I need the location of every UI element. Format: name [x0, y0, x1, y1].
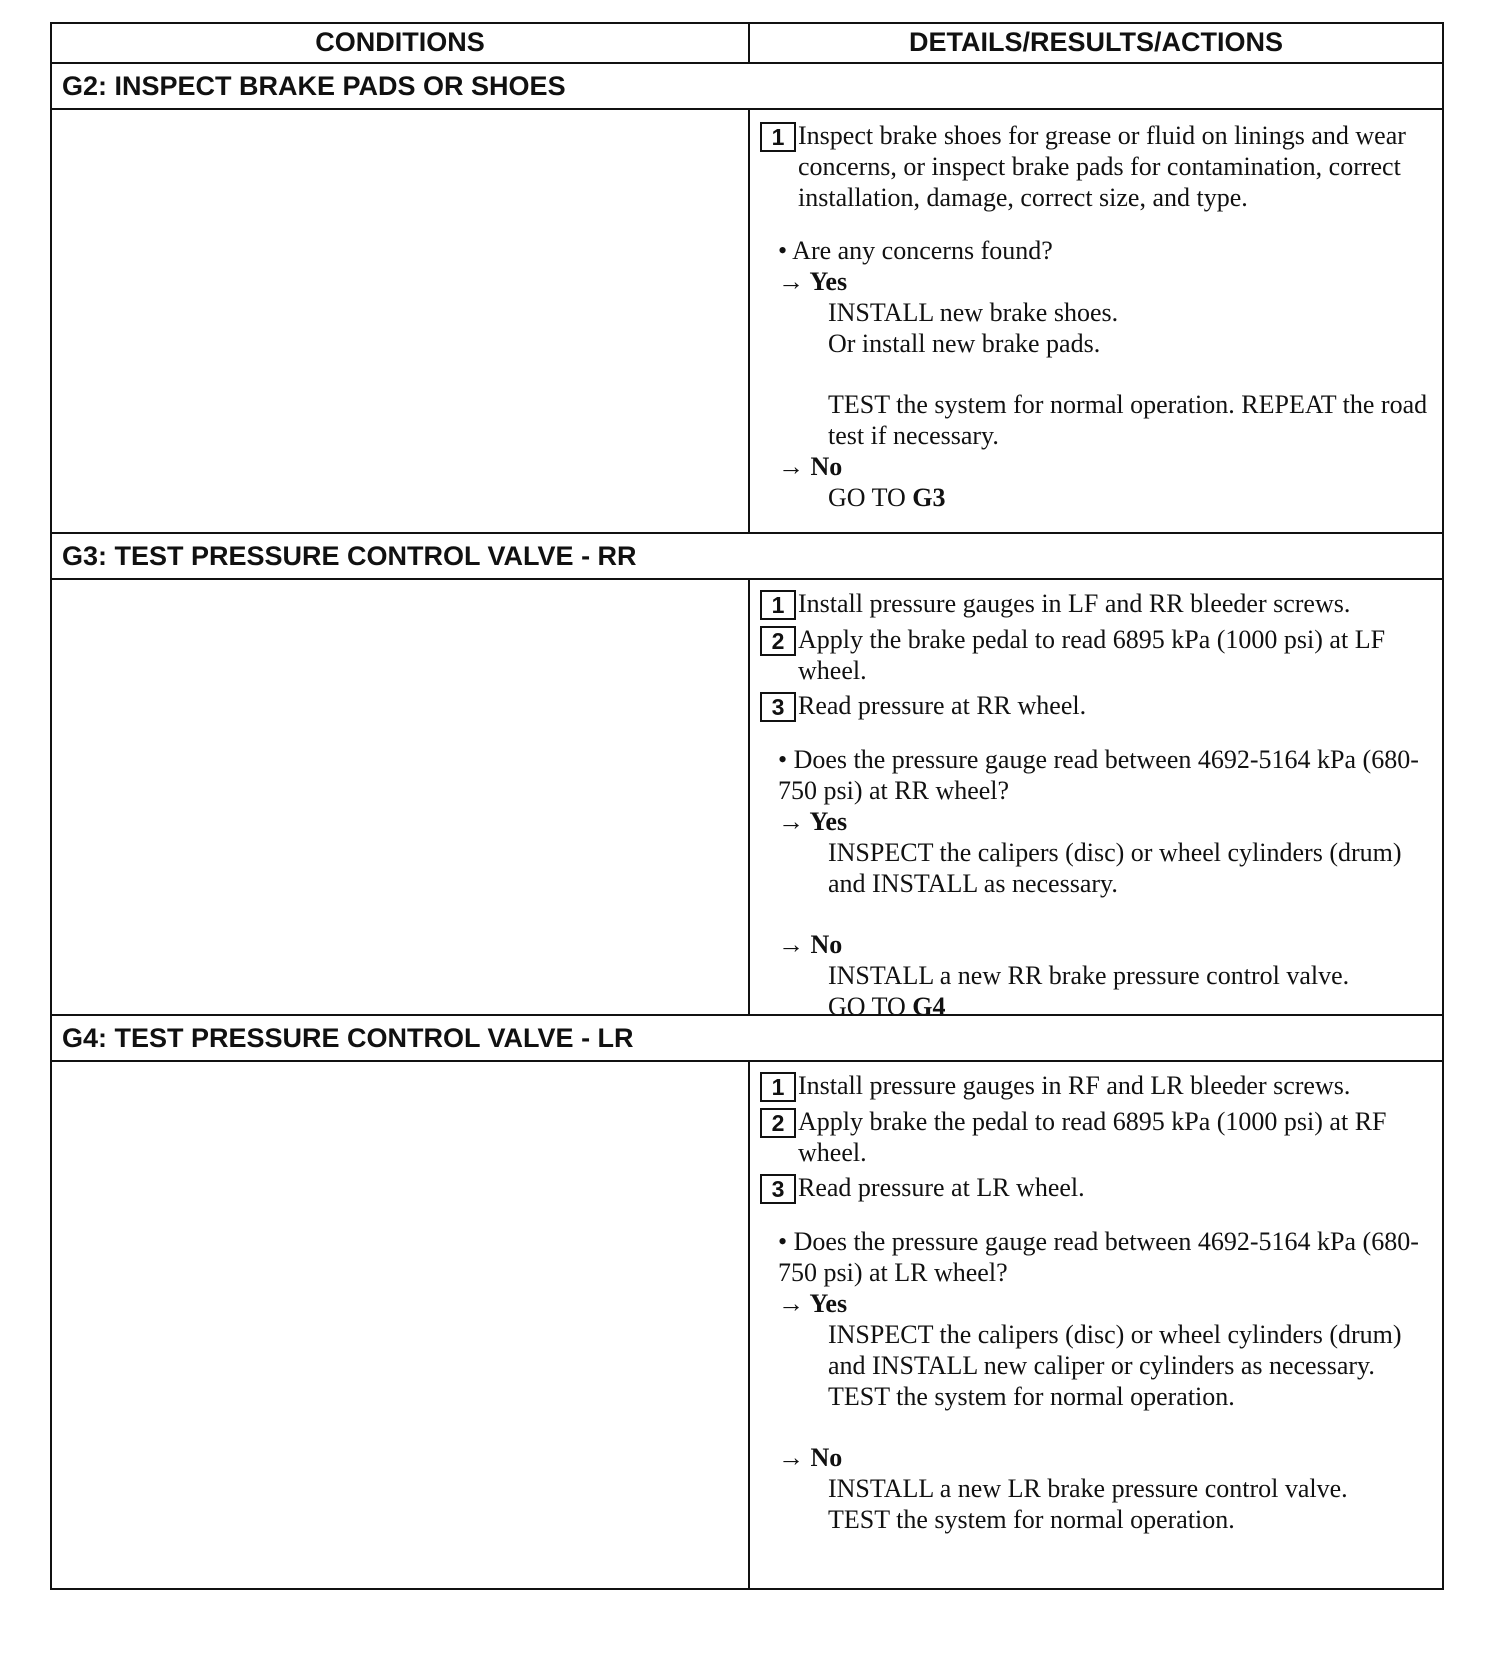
step-item: [760, 1172, 1432, 1204]
step-text: Read pressure at RR wheel.: [798, 691, 1087, 720]
details-cell: [750, 580, 1442, 1021]
yes-label: → Yes: [778, 267, 848, 296]
no-action: GO TO G4: [828, 992, 946, 1021]
yes-action: INSPECT the calipers (disc) or wheel cylinders (drum) and INSTALL as necessary.: [828, 838, 1402, 898]
step-number: 1: [760, 590, 796, 620]
step-number: 1: [760, 122, 796, 152]
step-item: [760, 588, 1432, 620]
no-action: TEST the system for normal operation.: [828, 1505, 1235, 1534]
conditions-cell: [52, 580, 750, 1014]
step-text: Read pressure at LR wheel.: [798, 1173, 1085, 1202]
section-row-g4: [52, 1062, 1442, 1588]
no-action: GO TO G3: [828, 483, 946, 512]
step-item: [760, 690, 1432, 722]
step-text: Apply brake the pedal to read 6895 kPa (1000 psi) at RF wheel.: [798, 1107, 1387, 1167]
yes-action: TEST the system for normal operation. REPEAT the road test if necessary.: [828, 390, 1428, 450]
step-text: Install pressure gauges in LF and RR bleeder screws.: [798, 589, 1351, 618]
step-text: Inspect brake shoes for grease or fluid on linings and wear concerns, or inspect brake pads for contamination, correct installation, damage, correct size, and type.: [798, 121, 1406, 212]
section-title-g3: G3: TEST PRESSURE CONTROL VALVE - RR: [52, 534, 1442, 580]
diagnostic-table: [50, 22, 1444, 1590]
step-text: Install pressure gauges in RF and LR bleeder screws.: [798, 1071, 1351, 1100]
step-number: 2: [760, 626, 796, 656]
yes-action: INSPECT the calipers (disc) or wheel cylinders (drum) and INSTALL new caliper or cylinders as necessary. TEST the system for normal operation.: [828, 1320, 1402, 1411]
no-label: → No: [778, 1443, 843, 1472]
step-number: 3: [760, 692, 796, 722]
question-text: • Are any concerns found?: [778, 236, 1053, 265]
step-item: [760, 624, 1432, 686]
no-label: → No: [778, 452, 843, 481]
yes-label: → Yes: [778, 807, 848, 836]
step-number: 2: [760, 1108, 796, 1138]
details-cell: [750, 110, 1442, 532]
question-text: • Does the pressure gauge read between 4692-5164 kPa (680-750 psi) at LR wheel?: [778, 1227, 1419, 1287]
go-to-target: G3: [912, 483, 946, 512]
yes-label: → Yes: [778, 1289, 848, 1318]
no-action: INSTALL a new RR brake pressure control valve.: [828, 961, 1350, 990]
section-row-g2: [52, 110, 1442, 534]
details-cell: [750, 1062, 1442, 1588]
section-row-g3: [52, 580, 1442, 1021]
step-item: [760, 120, 1432, 213]
yes-action: INSTALL new brake shoes.: [828, 298, 1119, 327]
conditions-cell: [52, 110, 750, 532]
conditions-header: CONDITIONS: [52, 24, 750, 62]
step-item: [760, 1070, 1432, 1102]
step-number: 3: [760, 1174, 796, 1204]
details-header: DETAILS/RESULTS/ACTIONS: [908, 27, 1283, 57]
no-label: → No: [778, 930, 843, 959]
section-title-g4: G4: TEST PRESSURE CONTROL VALVE - LR: [52, 1016, 1442, 1062]
question-text: • Does the pressure gauge read between 4692-5164 kPa (680-750 psi) at RR wheel?: [778, 745, 1419, 805]
conditions-cell: [52, 1062, 750, 1588]
go-to-target: G4: [912, 992, 946, 1021]
yes-action: Or install new brake pads.: [828, 329, 1101, 358]
step-text: Apply the brake pedal to read 6895 kPa (1000 psi) at LF wheel.: [798, 625, 1386, 685]
table-header: [52, 24, 1442, 64]
step-item: [760, 1106, 1432, 1168]
section-title-g2: G2: INSPECT BRAKE PADS OR SHOES: [52, 64, 1442, 110]
step-number: 1: [760, 1072, 796, 1102]
no-action: INSTALL a new LR brake pressure control valve.: [828, 1474, 1348, 1503]
